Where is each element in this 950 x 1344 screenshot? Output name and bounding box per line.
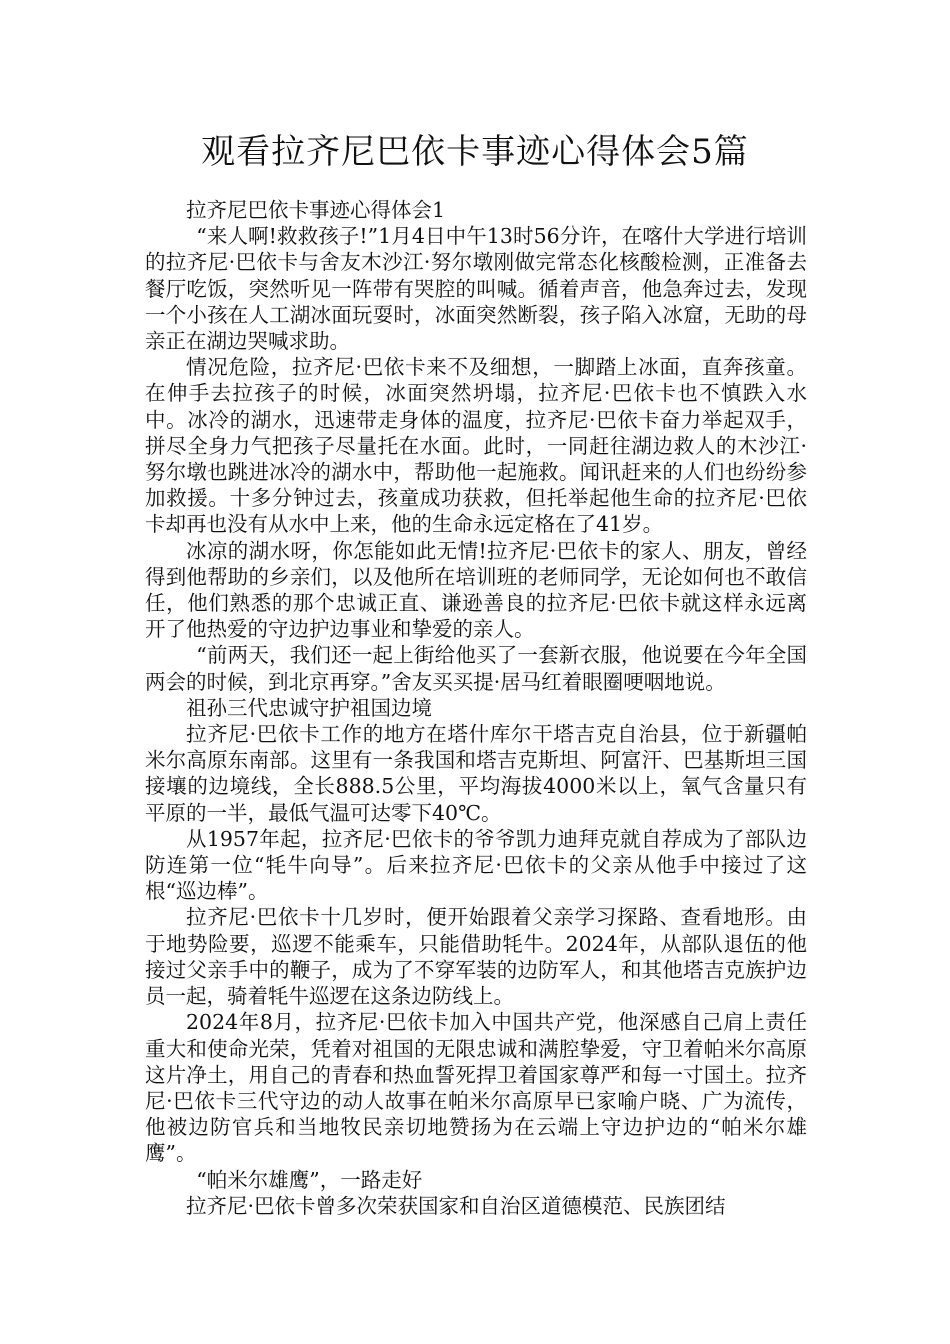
document-title: 观看拉齐尼巴依卡事迹心得体会5篇 [201,132,749,172]
paragraph-grandfather: 从1957年起，拉齐尼·巴依卡的爷爷凯力迪拜克就自荐成为了部队边防连第一位“牦牛向导”。后来拉齐尼·巴依卡的父亲从他手中接过了这根“巡边棒”。 [145,826,807,904]
paragraph-honors: 拉齐尼·巴依卡曾多次荣获国家和自治区道德模范、民族团结 [186,1193,726,1218]
paragraph-rescue-action: 情况危险，拉齐尼·巴依卡来不及细想，一脚踏上冰面，直奔孩童。在伸手去拉孩子的时候，冰面突然坍塌，拉齐尼·巴依卡也不慎跌入水中。冰冷的湖水，迅速带走身体的温度，拉齐尼·巴依卡奋力举起双手，拼尽全身力气把孩子尽量托在水面。此时，一同赶往湖边救人的木沙江·努尔墩也跳进冰冷的湖水中，帮助他一起施救。闻讯赶来的人们也纷纷参加救援。十多分钟过去，孩童成功获救，但托举起他生命的拉齐尼·巴依卡却再也没有从水中上来，他的生命永远定格在了41岁。 [145,355,807,537]
document-body [145,197,807,1219]
subheading-farewell: “帕米尔雄鹰”，一路走好 [196,1167,423,1192]
paragraph-border-location: 拉齐尼·巴依卡工作的地方在塔什库尔干塔吉克自治县，位于新疆帕米尔高原东南部。这里有一条我国和塔吉克斯坦、阿富汗、巴基斯坦三国接壤的边境线，全长888.5公里，平均海拔4000米以上，氧气含量只有平原的一半，最低气温可达零下40℃。 [145,722,807,825]
paragraph-party-member: 2024年8月，拉齐尼·巴依卡加入中国共产党，他深感自己肩上责任重大和使命光荣，凭着对祖国的无限忠诚和满腔挚爱，守卫着帕米尔高原这片净土，用自己的青春和热血誓死捍卫着国家尊严和每一寸国土。拉齐尼·巴依卡三代守边的动人故事在帕米尔高原早已家喻户晓、广为流传，他被边防官兵和当地牧民亲切地赞扬为在云端上守边护边的“帕米尔雄鹰”。 [145,1010,807,1166]
paragraph-youth-patrol: 拉齐尼·巴依卡十几岁时，便开始跟着父亲学习探路、查看地形。由于地势险要，巡逻不能乘车，只能借助牦牛。2024年，从部队退伍的他接过父亲手中的鞭子，成为了不穿军装的边防军人，和其他塔吉克族护边员一起，骑着牦牛巡逻在这条边防线上。 [145,905,807,1009]
paragraph-rescue-call: “来人啊!救救孩子!”1月4日中午13时56分许，在喀什大学进行培训的拉齐尼·巴依卡与舍友木沙江·努尔墩刚做完常态化核酸检测，正准备去餐厅吃饭，突然听见一阵带有哭腔的叫喊。循着声音，他急奔过去，发现一个小孩在人工湖冰面玩耍时，冰面突然断裂，孩子陷入冰窟，无助的母亲正在湖边哭喊求助。 [145,224,807,354]
paragraph-mourning: 冰凉的湖水呀，你怎能如此无情!拉齐尼·巴依卡的家人、朋友，曾经得到他帮助的乡亲们，以及他所在培训班的老师同学，无论如何也不敢信任，他们熟悉的那个忠诚正直、谦逊善良的拉齐尼·巴依卡就这样永远离开了他热爱的守边护边事业和挚爱的亲人。 [145,538,807,642]
section-heading-1: 拉齐尼巴依卡事迹心得体会1 [186,198,446,222]
paragraph-roommate-quote: “前两天，我们还一起上街给他买了一套新衣服，他说要在今年全国两会的时候，到北京再穿。”舍友买买提·居马红着眼圈哽咽地说。 [145,643,807,694]
subheading-three-generations: 祖孙三代忠诚守护祖国边境 [186,695,432,720]
